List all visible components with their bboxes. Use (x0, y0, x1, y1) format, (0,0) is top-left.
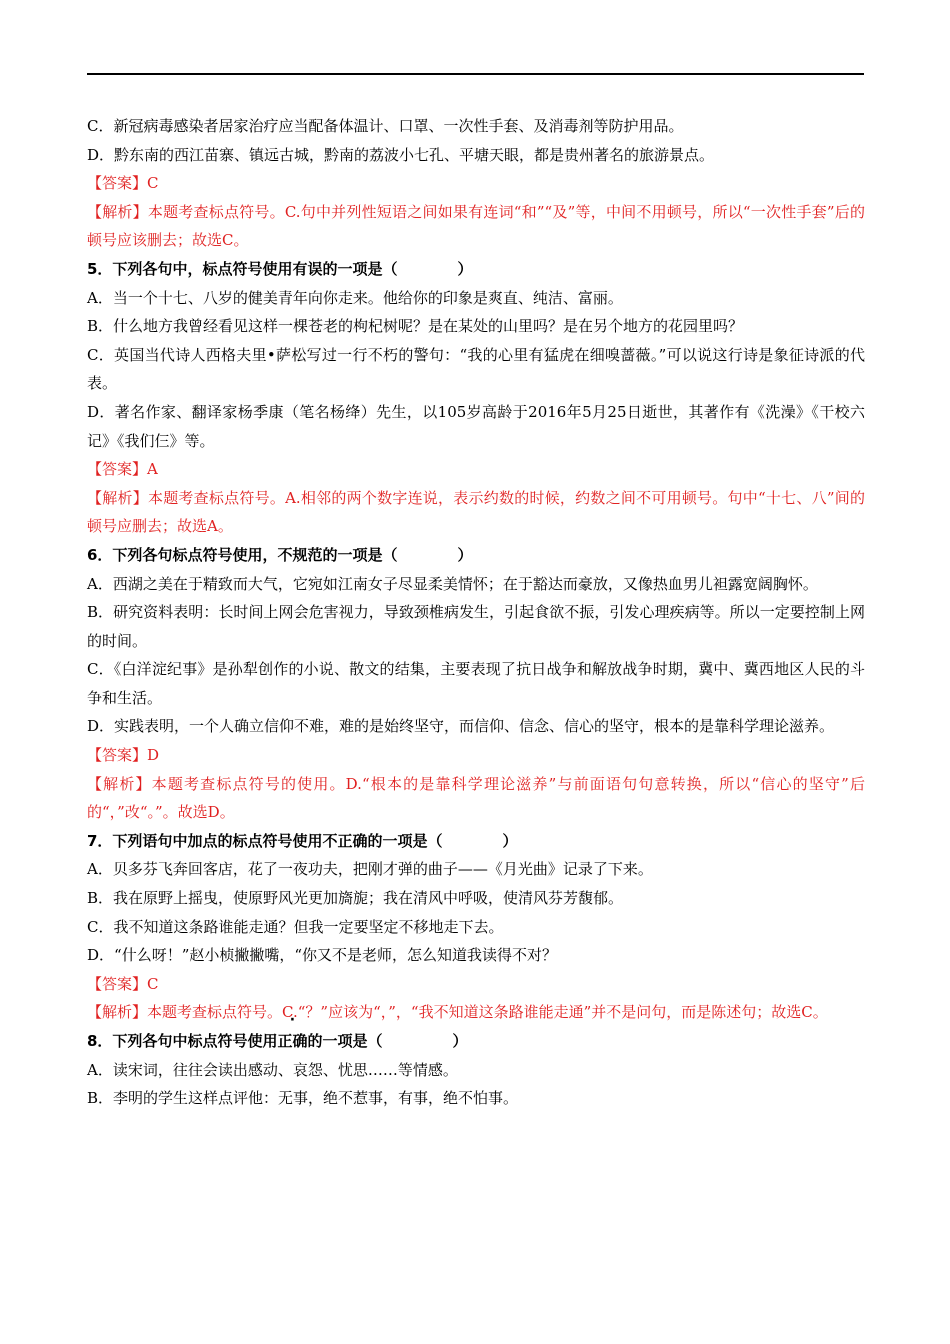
answer-value: C (147, 174, 159, 193)
q8-emphasis-word: 正确 (277, 1032, 308, 1050)
q5-option-d: D．著名作家、翻译家杨季康（笔名杨绛）先生，以105岁高龄于2016年5月25日逝世，其著作有《洗澡》《干校六记》《我们仨》等。 (87, 402, 865, 450)
q4-option-d: D．黔东南的西江苗寨、镇远古城，黔南的荔波小七孔、平塘天眼，都是贵州著名的旅游景点。 (87, 145, 715, 164)
q5-stem-close: ） (457, 259, 473, 278)
q8-stem-post: 的一项是（ (307, 1032, 383, 1050)
analysis-tag: 【解析】 (87, 202, 148, 221)
q8-option-b: B．李明的学生这样点评他：无事，绝不惹事，有事，绝不怕事。 (87, 1089, 519, 1108)
q5-answer (87, 455, 865, 484)
document-body (87, 112, 865, 1113)
q7-analysis (87, 998, 865, 1027)
answer-value: A (147, 460, 158, 479)
answer-tag: 【答案】 (87, 746, 148, 765)
q7-stem (87, 827, 865, 856)
analysis-tag: 【解析】 (87, 1003, 148, 1022)
q5-option-b: B．什么地方我曾经看见这样一棵苍老的枸杞树呢？是在某处的山里吗？是在另个地方的花园里吗？ (87, 317, 744, 336)
answer-value: C (147, 974, 159, 993)
q6-stem-text: 6．下列各句标点符号使用，不规范的一项是（ (87, 545, 398, 564)
analysis-text: 本题考查标点符号。C.“？”应该为“，”，“我不知道这条路谁能走通”并不是问句，而是陈述句；故选C。 (147, 1003, 828, 1022)
analysis-text: 本题考查标点符号。A.相邻的两个数字连说，表示约数的时候，约数之间不可用顿号。句中“十七、八”间的顿号应删去；故选A。 (87, 488, 865, 536)
q6-option-c: C．《白洋淀纪事》是孙犁创作的小说、散文的结集，主要表现了抗日战争和解放战争时期，冀中、冀西地区人民的斗争和生活。 (87, 660, 865, 707)
q7-stem-text: 7．下列语句中加点的标点符号使用不正确的一项是（ (87, 831, 443, 850)
analysis-tag: 【解析】 (87, 488, 148, 507)
q8-stem-close: ） (452, 1032, 468, 1050)
q5-option-a: A．当一个十七、八岁的健美青年向你走来。他给你的印象是爽直、纯洁、富丽。 (87, 288, 623, 307)
q5-stem-text: 5．下列各句中，标点符号使用有误的一项是（ (87, 259, 398, 278)
analysis-tag: 【解析】 (87, 774, 152, 793)
answer-tag: 【答案】 (87, 174, 148, 193)
answer-value: D (147, 746, 160, 765)
q6-option-d: D．实践表明，一个人确立信仰不难，难的是始终坚守，而信仰、信念、信心的坚守，根本的是靠科学理论滋养。 (87, 717, 835, 736)
q7-answer (87, 970, 865, 999)
q8-stem-text: 8．下列各句中标点符号使用 (87, 1032, 278, 1050)
analysis-text: 本题考查标点符号。C.句中并列性短语之间如果有连词“和”“及”等，中间不用顿号，所以“一次性手套”后的顿号应该删去；故选C。 (87, 202, 865, 250)
q5-stem (87, 255, 865, 284)
answer-tag: 【答案】 (87, 460, 148, 479)
q4-option-c: C．新冠病毒感染者居家治疗应当配备体温计、口罩、一次性手套、及消毒剂等防护用品。 (87, 117, 684, 135)
answer-tag: 【答案】 (87, 974, 148, 993)
q5-option-c: C．英国当代诗人西格夫里•萨松写过一行不朽的警句：“我的心里有猛虎在细嗅蔷薇。”可以说这行诗是象征诗派的代表。 (87, 345, 865, 393)
q6-option-a: A．西湖之美在于精致而大气，它宛如江南女子尽显柔美情怀；在于豁达而豪放，又像热血男儿袒露宽阔胸怀。 (87, 574, 818, 593)
q6-option-b: B．研究资料表明：长时间上网会危害视力，导致颈椎病发生，引起食欲不振，引发心理疾病等。所以一定要控制上网的时间。 (87, 603, 865, 650)
analysis-text: 本题考查标点符号的使用。D.“根本的是靠科学理论滋养”与前面语句句意转换，所以“信心的坚守”后的“，”改“。”。故选D。 (87, 774, 865, 822)
q7-option-b: B．我在原野上摇曳，使原野风光更加旖旎；我在清风中呼吸，使清风芬芳馥郁。 (87, 889, 624, 908)
q7-option-c: C．我不知道这条路谁能走通？但我一定要坚定不移地走下去。 (87, 917, 504, 936)
header-rule (87, 73, 864, 75)
q6-analysis (87, 770, 865, 827)
q6-answer (87, 741, 865, 770)
q7-stem-close: ） (502, 831, 518, 850)
q7-option-d: D．“什么呀！”赵小桢撇撇嘴，“你又不是老师，怎么知道我读得不对？ (87, 946, 558, 965)
q6-stem-close: ） (457, 545, 473, 564)
q8-option-a: A．读宋词，往往会读出感动、哀怨、忧思……等情感。 (87, 1060, 458, 1079)
q5-analysis (87, 484, 865, 541)
q6-stem (87, 541, 865, 570)
q4-analysis (87, 198, 865, 255)
q7-option-a: A．贝多芬飞奔回客店，花了一夜功夫，把刚才弹的曲子——《月光曲》记录了下来。 (87, 860, 653, 879)
q8-stem (87, 1027, 865, 1056)
q4-answer (87, 169, 865, 198)
